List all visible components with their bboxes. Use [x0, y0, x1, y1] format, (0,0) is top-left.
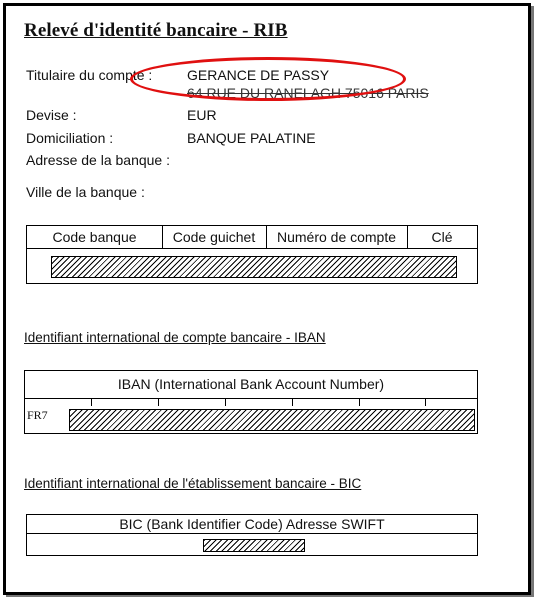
holder-name: GERANCE DE PASSY: [187, 67, 330, 83]
iban-redacted-value: [69, 409, 475, 431]
iban-divider: [91, 398, 92, 406]
document-title: Relevé d'identité bancaire - RIB: [24, 20, 288, 41]
rib-header-code-guichet: Code guichet: [162, 226, 267, 249]
bic-redacted-value: [203, 539, 305, 552]
iban-header: IBAN (International Bank Account Number): [25, 371, 477, 399]
bank-city-label: Ville de la banque :: [26, 184, 145, 200]
domiciliation-value: BANQUE PALATINE: [187, 130, 316, 146]
rib-redacted-values: [51, 256, 457, 278]
iban-divider: [158, 398, 159, 406]
rib-header-code-banque: Code banque: [27, 226, 163, 249]
holder-address: 64 RUE DU RANELAGH 75016 PARIS: [187, 85, 429, 101]
iban-box: [24, 370, 478, 434]
bic-section-title: Identifiant international de l'établissement bancaire - BIC: [24, 476, 362, 491]
iban-section-title: Identifiant international de compte bancaire - IBAN: [24, 330, 326, 345]
highlight-oval: [130, 57, 406, 101]
domiciliation-label: Domiciliation :: [26, 130, 114, 146]
rib-header-cle: Clé: [407, 226, 478, 249]
currency-label: Devise :: [26, 107, 77, 123]
iban-divider: [292, 398, 293, 406]
iban-prefix: FR7: [27, 408, 48, 422]
iban-divider: [225, 398, 226, 406]
currency-value: EUR: [187, 107, 217, 123]
holder-label: Titulaire du compte :: [26, 67, 153, 83]
bic-box: [26, 514, 478, 556]
iban-divider: [359, 398, 360, 406]
rib-table: [26, 225, 478, 284]
bic-header: BIC (Bank Identifier Code) Adresse SWIFT: [27, 515, 477, 534]
iban-divider: [425, 398, 426, 406]
rib-header-numero-compte: Numéro de compte: [266, 226, 408, 249]
bank-address-label: Adresse de la banque :: [26, 152, 170, 168]
